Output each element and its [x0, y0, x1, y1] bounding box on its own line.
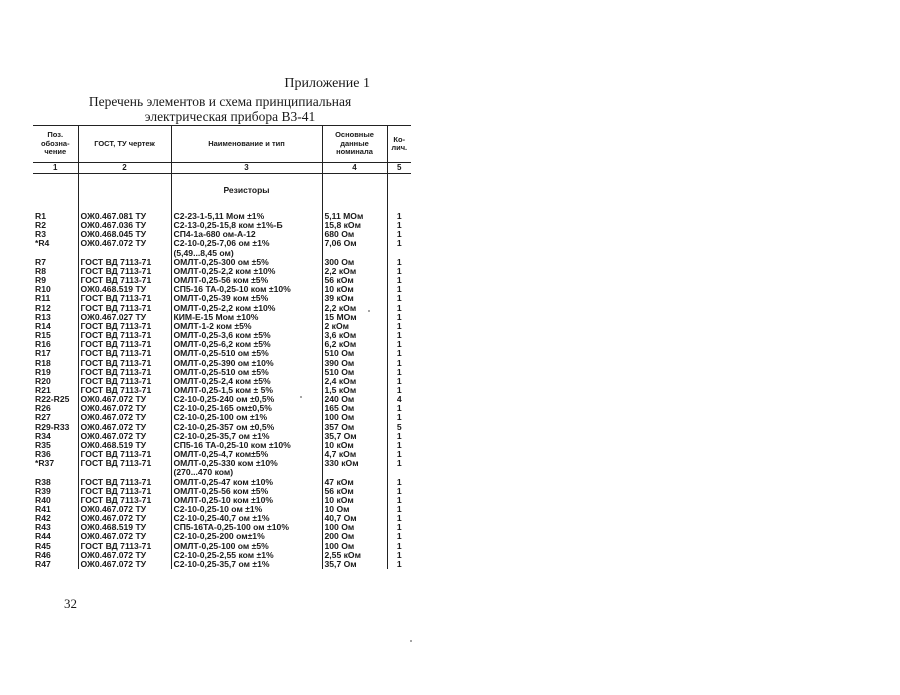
- position-cell: R11: [35, 294, 51, 304]
- nominal-cell: [322, 468, 387, 477]
- standard-cell: ГОСТ ВД 7113-71: [78, 450, 171, 459]
- name-type-cell: СП5-16ТА-0,25-100 ом ±10%: [171, 523, 322, 532]
- header-standard: ГОСТ, ТУ чертеж: [78, 126, 171, 163]
- name-type-cell: С2-10-0,25-40,7 ом ±1%: [171, 514, 322, 523]
- nominal-cell: 47 кОм: [322, 478, 387, 487]
- table-row: [33, 221, 411, 230]
- quantity-cell: 1: [387, 505, 411, 514]
- position-cell: R38: [35, 477, 51, 487]
- standard-cell: ГОСТ ВД 7113-71: [78, 304, 171, 313]
- quantity-cell: 1: [387, 487, 411, 496]
- name-type-cell: С2-10-0,25-100 ом ±1%: [171, 413, 322, 422]
- nominal-cell: 100 Ом: [322, 542, 387, 551]
- position-cell: R39: [35, 486, 51, 496]
- position-cell: R2: [35, 221, 46, 231]
- standard-cell: ГОСТ ВД 7113-71: [78, 478, 171, 487]
- table-row: [33, 349, 411, 358]
- name-type-cell: ОМЛТ-0,25-100 ом ±5%: [171, 542, 322, 551]
- table-row: [33, 514, 411, 523]
- nominal-cell: 330 кОм: [322, 459, 387, 468]
- position-cell: R19: [35, 367, 51, 377]
- nominal-cell: 15,8 кОм: [322, 221, 387, 230]
- table-row: [33, 395, 411, 404]
- name-type-cell: КИМ-Е-15 Мом ±10%: [171, 313, 322, 322]
- quantity-cell: 1: [387, 276, 411, 285]
- name-type-cell: СП5-16 ТА-0,25-10 ком ±10%: [171, 285, 322, 294]
- standard-cell: ГОСТ ВД 7113-71: [78, 294, 171, 303]
- quantity-cell: 1: [387, 239, 411, 248]
- quantity-cell: 1: [387, 551, 411, 560]
- quantity-cell: 1: [387, 285, 411, 294]
- position-cell: R15: [35, 331, 51, 341]
- standard-cell: [78, 468, 171, 477]
- position-cell: R42: [35, 514, 51, 524]
- quantity-cell: 1: [387, 377, 411, 386]
- position-cell: R36: [35, 450, 51, 460]
- standard-cell: ГОСТ ВД 7113-71: [78, 267, 171, 276]
- quantity-cell: 1: [387, 432, 411, 441]
- position-cell: R27: [35, 413, 51, 423]
- position-cell: R7: [35, 257, 46, 267]
- position-cell: [33, 249, 78, 258]
- table-row: [33, 542, 411, 551]
- appendix-label: Приложение 1: [284, 76, 370, 91]
- name-type-cell: С2-13-0,25-15,8 ком ±1%-Б: [171, 221, 322, 230]
- name-type-cell: С2-10-0,25-357 ом ±0,5%: [171, 423, 322, 432]
- table-row: [33, 359, 411, 368]
- nominal-cell: 2,4 кОм: [322, 377, 387, 386]
- standard-cell: [78, 249, 171, 258]
- position-cell: R17: [35, 349, 51, 359]
- nominal-cell: 56 кОм: [322, 276, 387, 285]
- position-cell: R8: [35, 266, 46, 276]
- table-row: [33, 532, 411, 541]
- nominal-cell: 10 кОм: [322, 496, 387, 505]
- nominal-cell: 4,7 кОм: [322, 450, 387, 459]
- position-cell: R43: [35, 523, 51, 533]
- quantity-cell: 1: [387, 459, 411, 468]
- quantity-cell: 1: [387, 368, 411, 377]
- position-cell: R34: [35, 431, 51, 441]
- nominal-cell: 300 Ом: [322, 258, 387, 267]
- standard-cell: ГОСТ ВД 7113-71: [78, 276, 171, 285]
- scan-speck: [300, 396, 302, 398]
- nominal-cell: 165 Ом: [322, 404, 387, 413]
- table-row: [33, 313, 411, 322]
- table-row: [33, 551, 411, 560]
- table-row: [33, 505, 411, 514]
- nominal-cell: 390 Ом: [322, 359, 387, 368]
- position-cell: R47: [35, 559, 51, 569]
- nominal-cell: 56 кОм: [322, 487, 387, 496]
- nominal-cell: 15 МОм: [322, 313, 387, 322]
- quantity-cell: 5: [387, 423, 411, 432]
- position-cell: R21: [35, 385, 51, 395]
- table-row: [33, 239, 411, 248]
- table-row: [33, 294, 411, 303]
- header-quantity: Ко-лич.: [387, 126, 411, 163]
- quantity-cell: 1: [387, 386, 411, 395]
- header-name-type: Наименование и тип: [171, 126, 322, 163]
- name-type-cell: ОМЛТ-0,25-510 ом ±5%: [171, 349, 322, 358]
- nominal-cell: 100 Ом: [322, 413, 387, 422]
- name-type-cell: ОМЛТ-0,25-4,7 ком±5%: [171, 450, 322, 459]
- quantity-cell: 1: [387, 560, 411, 569]
- quantity-cell: 1: [387, 313, 411, 322]
- quantity-cell: 1: [387, 304, 411, 313]
- quantity-cell: 1: [387, 478, 411, 487]
- standard-cell: ОЖ0.467.072 ТУ: [78, 514, 171, 523]
- position-cell: *R37: [35, 459, 55, 469]
- position-cell: R18: [35, 358, 51, 368]
- table-row: [33, 560, 411, 569]
- name-type-cell: ОМЛТ-0,25-1,5 ком ± 5%: [171, 386, 322, 395]
- table-row: [33, 340, 411, 349]
- nominal-cell: 10 Ом: [322, 505, 387, 514]
- table-row: [33, 258, 411, 267]
- page-number: 32: [64, 596, 77, 611]
- table-row: [33, 404, 411, 413]
- name-type-cell: ОМЛТ-0,25-330 ком ±10%: [171, 459, 322, 468]
- quantity-cell: 1: [387, 349, 411, 358]
- table-body: [33, 163, 411, 570]
- nominal-cell: 357 Ом: [322, 423, 387, 432]
- nominal-cell: 240 Ом: [322, 395, 387, 404]
- standard-cell: ОЖ0.467.036 ТУ: [78, 221, 171, 230]
- name-type-cell: С2-10-0,25-200 ом±1%: [171, 532, 322, 541]
- nominal-cell: 200 Ом: [322, 532, 387, 541]
- name-type-cell: ОМЛТ-0,25-10 ком ±10%: [171, 496, 322, 505]
- quantity-cell: 1: [387, 542, 411, 551]
- standard-cell: ГОСТ ВД 7113-71: [78, 349, 171, 358]
- table-row: [33, 423, 411, 432]
- standard-cell: ОЖ0.467.072 ТУ: [78, 532, 171, 541]
- table-row: [33, 230, 411, 239]
- name-type-cell: (5,49...8,45 ом): [171, 249, 322, 258]
- column-number-row: [33, 163, 411, 174]
- position-cell: R44: [35, 532, 51, 542]
- position-cell: R12: [35, 303, 51, 313]
- name-type-cell: ОМЛТ-0,25-2,2 ком ±10%: [171, 304, 322, 313]
- standard-cell: ОЖ0.467.072 ТУ: [78, 404, 171, 413]
- standard-cell: ГОСТ ВД 7113-71: [78, 542, 171, 551]
- name-type-cell: ОМЛТ-0,25-510 ом ±5%: [171, 368, 322, 377]
- standard-cell: ГОСТ ВД 7113-71: [78, 459, 171, 468]
- table-row: [33, 377, 411, 386]
- nominal-cell: 1,5 кОм: [322, 386, 387, 395]
- standard-cell: ОЖ0.468.045 ТУ: [78, 230, 171, 239]
- nominal-cell: [322, 249, 387, 258]
- header-nominal: Основные данные номинала: [322, 126, 387, 163]
- column-number: 5: [387, 163, 411, 174]
- standard-cell: ОЖ0.467.081 ТУ: [78, 212, 171, 221]
- nominal-cell: 2 кОм: [322, 322, 387, 331]
- table-row: [33, 304, 411, 313]
- table-row: [33, 450, 411, 459]
- quantity-cell: 1: [387, 322, 411, 331]
- table-row: [33, 212, 411, 221]
- position-cell: R35: [35, 440, 51, 450]
- quantity-cell: 1: [387, 441, 411, 450]
- nominal-cell: 39 кОм: [322, 294, 387, 303]
- table-row: [33, 368, 411, 377]
- table-row: [33, 322, 411, 331]
- nominal-cell: 40,7 Ом: [322, 514, 387, 523]
- standard-cell: ОЖ0.467.072 ТУ: [78, 505, 171, 514]
- position-cell: R26: [35, 404, 51, 414]
- quantity-cell: 1: [387, 523, 411, 532]
- name-type-cell: ОМЛТ-0,25-56 ком ±5%: [171, 276, 322, 285]
- table-row: [33, 386, 411, 395]
- name-type-cell: СП4-1а-680 ом-А-12: [171, 230, 322, 239]
- standard-cell: ОЖ0.467.072 ТУ: [78, 551, 171, 560]
- standard-cell: ГОСТ ВД 7113-71: [78, 377, 171, 386]
- standard-cell: ОЖ0.467.072 ТУ: [78, 560, 171, 569]
- position-cell: R9: [35, 276, 46, 286]
- section-row: [33, 186, 411, 200]
- table-row: [33, 331, 411, 340]
- position-cell: R10: [35, 285, 51, 295]
- name-type-cell: С2-10-0,25-10 ом ±1%: [171, 505, 322, 514]
- standard-cell: ГОСТ ВД 7113-71: [78, 368, 171, 377]
- standard-cell: ОЖ0.467.072 ТУ: [78, 423, 171, 432]
- position-cell: R46: [35, 550, 51, 560]
- document-title-line2: электрическая прибора В3-41: [144, 109, 316, 124]
- nominal-cell: 6,2 кОм: [322, 340, 387, 349]
- scan-speck: [368, 310, 370, 312]
- table-row: [33, 523, 411, 532]
- name-type-cell: С2-23-1-5,11 Мом ±1%: [171, 212, 322, 221]
- position-cell: R1: [35, 212, 46, 221]
- column-number: 2: [78, 163, 171, 174]
- position-cell: R16: [35, 340, 51, 350]
- nominal-cell: 2,2 кОм: [322, 304, 387, 313]
- standard-cell: ОЖ0.468.519 ТУ: [78, 523, 171, 532]
- table-row: [33, 276, 411, 285]
- standard-cell: ГОСТ ВД 7113-71: [78, 322, 171, 331]
- quantity-cell: 1: [387, 413, 411, 422]
- standard-cell: ГОСТ ВД 7113-71: [78, 340, 171, 349]
- quantity-cell: 1: [387, 294, 411, 303]
- quantity-cell: 1: [387, 258, 411, 267]
- standard-cell: ГОСТ ВД 7113-71: [78, 487, 171, 496]
- nominal-cell: 5,11 МОм: [322, 212, 387, 221]
- standard-cell: ОЖ0.467.072 ТУ: [78, 239, 171, 248]
- position-cell: *R4: [35, 239, 50, 249]
- quantity-cell: 1: [387, 404, 411, 413]
- header-position: Поз. обозна-чение: [33, 126, 78, 163]
- name-type-cell: ОМЛТ-1-2 ком ±5%: [171, 322, 322, 331]
- quantity-cell: 1: [387, 450, 411, 459]
- quantity-cell: 1: [387, 212, 411, 221]
- position-cell: R22-R25: [35, 395, 70, 405]
- quantity-cell: [387, 249, 411, 258]
- standard-cell: ОЖ0.467.072 ТУ: [78, 395, 171, 404]
- standard-cell: ОЖ0.467.072 ТУ: [78, 432, 171, 441]
- nominal-cell: 2,2 кОм: [322, 267, 387, 276]
- column-number: 3: [171, 163, 322, 174]
- name-type-cell: С2-10-0,25-240 ом ±0,5%: [171, 395, 322, 404]
- name-type-cell: ОМЛТ-0,25-2,2 ком ±10%: [171, 267, 322, 276]
- quantity-cell: 1: [387, 496, 411, 505]
- position-cell: R29-R33: [35, 422, 70, 432]
- name-type-cell: ОМЛТ-0,25-390 ом ±10%: [171, 359, 322, 368]
- standard-cell: ГОСТ ВД 7113-71: [78, 386, 171, 395]
- standard-cell: ГОСТ ВД 7113-71: [78, 331, 171, 340]
- quantity-cell: [387, 468, 411, 477]
- quantity-cell: 1: [387, 514, 411, 523]
- table-row: [33, 496, 411, 505]
- quantity-cell: 1: [387, 230, 411, 239]
- quantity-cell: 1: [387, 221, 411, 230]
- nominal-cell: 510 Ом: [322, 368, 387, 377]
- quantity-cell: 4: [387, 395, 411, 404]
- position-cell: R3: [35, 230, 46, 240]
- table-row: [33, 441, 411, 450]
- column-number: 4: [322, 163, 387, 174]
- elements-table: [33, 125, 411, 569]
- position-cell: R14: [35, 321, 51, 331]
- name-type-cell: ОМЛТ-0,25-6,2 ком ±5%: [171, 340, 322, 349]
- standard-cell: ОЖ0.468.519 ТУ: [78, 441, 171, 450]
- position-cell: R41: [35, 505, 51, 514]
- name-type-cell: СП5-16 ТА-0,25-10 ком ±10%: [171, 441, 322, 450]
- table-row: [33, 432, 411, 441]
- section-title: Резисторы: [171, 186, 322, 200]
- position-cell: R45: [35, 541, 51, 551]
- nominal-cell: 3,6 кОм: [322, 331, 387, 340]
- nominal-cell: 35,7 Ом: [322, 432, 387, 441]
- nominal-cell: 100 Ом: [322, 523, 387, 532]
- standard-cell: ГОСТ ВД 7113-71: [78, 496, 171, 505]
- name-type-cell: С2-10-0,25-35,7 ом ±1%: [171, 560, 322, 569]
- name-type-cell: ОМЛТ-0,25-56 ком ±5%: [171, 487, 322, 496]
- nominal-cell: 10 кОм: [322, 285, 387, 294]
- spacer-row: [33, 174, 411, 187]
- document-title-line1: Перечень элементов и схема принципиальная: [88, 94, 352, 109]
- position-cell: R13: [35, 312, 51, 322]
- quantity-cell: 1: [387, 532, 411, 541]
- nominal-cell: 510 Ом: [322, 349, 387, 358]
- name-type-cell: ОМЛТ-0,25-47 ком ±10%: [171, 478, 322, 487]
- name-type-cell: ОМЛТ-0,25-39 ком ±5%: [171, 294, 322, 303]
- quantity-cell: 1: [387, 359, 411, 368]
- table-header-row: [33, 126, 411, 163]
- nominal-cell: 10 кОм: [322, 441, 387, 450]
- standard-cell: ОЖ0.467.027 ТУ: [78, 313, 171, 322]
- spacer-row: [33, 200, 411, 212]
- standard-cell: ГОСТ ВД 7113-71: [78, 258, 171, 267]
- position-cell: R40: [35, 495, 51, 505]
- scan-speck: [410, 640, 412, 642]
- column-number: 1: [33, 163, 78, 174]
- name-type-cell: С2-10-0,25-35,7 ом ±1%: [171, 432, 322, 441]
- name-type-cell: С2-10-0,25-165 ом±0,5%: [171, 404, 322, 413]
- nominal-cell: 2,55 кОм: [322, 551, 387, 560]
- standard-cell: ОЖ0.468.519 ТУ: [78, 285, 171, 294]
- quantity-cell: 1: [387, 331, 411, 340]
- table-row: [33, 459, 411, 468]
- table-row: [33, 478, 411, 487]
- name-type-cell: С2-10-0,25-2,55 ком ±1%: [171, 551, 322, 560]
- name-type-cell: С2-10-0,25-7,06 ом ±1%: [171, 239, 322, 248]
- name-type-cell: ОМЛТ-0,25-3,6 ком ±5%: [171, 331, 322, 340]
- table-row: [33, 285, 411, 294]
- quantity-cell: 1: [387, 267, 411, 276]
- standard-cell: ОЖ0.467.072 ТУ: [78, 413, 171, 422]
- table-row: [33, 413, 411, 422]
- table-row: [33, 487, 411, 496]
- position-cell: [33, 468, 78, 477]
- table-row: [33, 468, 411, 477]
- name-type-cell: (270...470 ком): [171, 468, 322, 477]
- position-cell: R20: [35, 376, 51, 386]
- table-row: [33, 249, 411, 258]
- table-row: [33, 267, 411, 276]
- name-type-cell: ОМЛТ-0,25-2,4 ком ±5%: [171, 377, 322, 386]
- quantity-cell: 1: [387, 340, 411, 349]
- name-type-cell: ОМЛТ-0,25-300 ом ±5%: [171, 258, 322, 267]
- standard-cell: ГОСТ ВД 7113-71: [78, 359, 171, 368]
- nominal-cell: 680 Ом: [322, 230, 387, 239]
- nominal-cell: 7,06 Ом: [322, 239, 387, 248]
- nominal-cell: 35,7 Ом: [322, 560, 387, 569]
